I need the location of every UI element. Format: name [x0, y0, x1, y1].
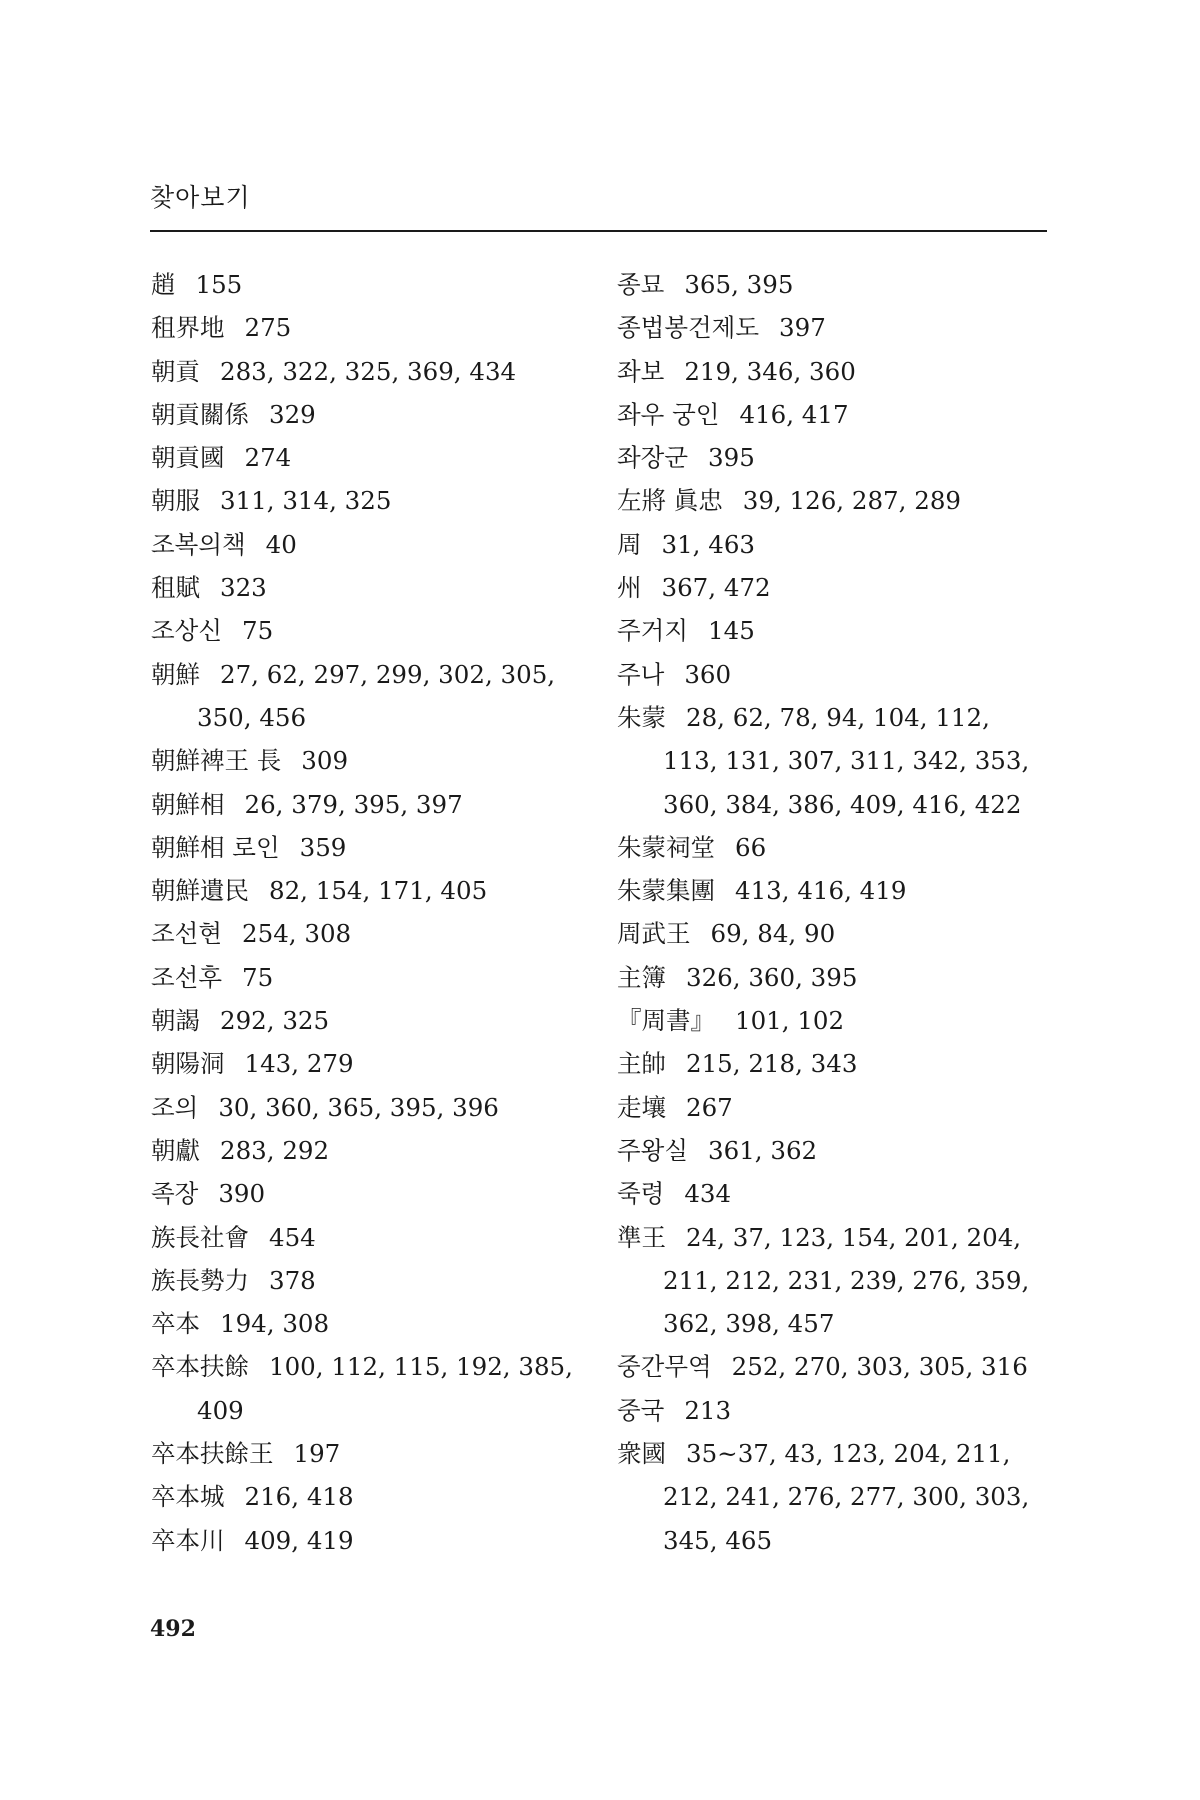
index-page-refs: 82, 154, 171, 405: [269, 876, 488, 906]
index-entry: [151, 1475, 591, 1518]
index-page-refs: 216, 418: [244, 1482, 354, 1512]
index-page-refs: 397: [779, 313, 826, 343]
index-term: 朱蒙: [617, 702, 666, 732]
index-entry: [151, 1519, 591, 1562]
index-page-refs: 409, 419: [244, 1525, 354, 1555]
index-entry: [151, 1302, 591, 1345]
index-entry: [151, 393, 591, 436]
index-page-refs: 329: [269, 399, 316, 429]
index-term: 主簿: [617, 962, 666, 992]
index-term: 朱蒙集團: [617, 876, 715, 906]
index-entry-continuation: [617, 1475, 1057, 1518]
index-entry: [151, 783, 591, 826]
index-entry: [151, 826, 591, 869]
index-term: 朝貢關係: [151, 399, 249, 429]
index-page-refs: 143, 279: [244, 1049, 354, 1079]
index-entry-continuation: [617, 1259, 1057, 1302]
index-page-refs: 413, 416, 419: [735, 876, 907, 906]
index-entry-continuation: [617, 739, 1057, 782]
index-term: 朝貢: [151, 356, 200, 386]
index-page-refs: 378: [269, 1265, 316, 1295]
index-page-refs: 31, 463: [661, 529, 756, 559]
index-term: 朝鮮遺民: [151, 876, 249, 906]
index-entry: [617, 696, 1057, 739]
index-page-refs: 274: [244, 443, 292, 473]
index-page-refs: 361, 362: [708, 1135, 818, 1165]
index-entry: [617, 350, 1057, 393]
index-page-refs: 155: [195, 270, 243, 299]
index-term: 조선현: [151, 919, 223, 949]
index-entry: [151, 999, 591, 1042]
index-page-refs: 219, 346, 360: [684, 356, 856, 386]
index-page-refs: 40: [265, 529, 297, 559]
index-entry: [617, 306, 1057, 349]
index-page-refs: 323: [220, 573, 267, 603]
index-entry-continuation: [617, 783, 1057, 826]
index-page-refs: 267: [686, 1092, 733, 1122]
index-term: 朝獻: [151, 1135, 200, 1165]
index-entry: [151, 1086, 591, 1129]
index-column-left: [151, 263, 591, 1562]
index-entry: [151, 1259, 591, 1302]
index-term: 卒本川: [151, 1525, 225, 1555]
index-term: 좌보: [617, 356, 665, 386]
index-entry: [617, 1216, 1057, 1259]
index-term: 準王: [617, 1222, 666, 1252]
index-page-refs: 101, 102: [735, 1006, 845, 1036]
index-page-refs: 409: [197, 1395, 244, 1425]
index-entry: [617, 523, 1057, 566]
index-entry: [151, 263, 591, 306]
index-page-refs: 252, 270, 303, 305, 316: [731, 1352, 1028, 1382]
index-entry: [617, 436, 1057, 479]
index-term: 朱蒙祠堂: [617, 832, 715, 862]
index-page-refs: 360, 384, 386, 409, 416, 422: [663, 789, 1022, 819]
index-term: 走壤: [617, 1092, 666, 1122]
index-page-refs: 416, 417: [739, 399, 849, 429]
index-term: 租賦: [151, 573, 200, 603]
index-entry: [151, 912, 591, 955]
index-term: 周: [617, 529, 642, 559]
index-term: 조복의책: [151, 529, 246, 559]
index-entry: [151, 653, 591, 696]
index-entry-continuation: [151, 1389, 591, 1432]
index-page-refs: 311, 314, 325: [220, 486, 392, 516]
index-term: 중간무역: [617, 1352, 712, 1382]
index-entry: [151, 1172, 591, 1215]
index-entry: [617, 1129, 1057, 1172]
index-page-refs: 194, 308: [220, 1309, 330, 1339]
index-entry: [617, 1432, 1057, 1475]
index-page-refs: 454: [269, 1222, 316, 1252]
index-page-refs: 215, 218, 343: [686, 1049, 858, 1079]
index-term: 左將 眞忠: [617, 486, 723, 516]
index-page-refs: 434: [684, 1179, 732, 1209]
index-term: 朝謁: [151, 1006, 200, 1036]
index-term: 周武王: [617, 919, 691, 949]
index-entry: [151, 523, 591, 566]
index-term: 租界地: [151, 313, 225, 343]
index-entry: [617, 1042, 1057, 1085]
index-page-refs: 345, 465: [663, 1525, 773, 1555]
index-page-refs: 390: [218, 1179, 266, 1209]
index-term: 좌우 궁인: [617, 399, 720, 429]
index-page-refs: 211, 212, 231, 239, 276, 359,: [663, 1265, 1030, 1295]
index-entry-continuation: [617, 1302, 1057, 1345]
index-entry: [617, 826, 1057, 869]
index-page-refs: 362, 398, 457: [663, 1309, 835, 1339]
index-page-refs: 27, 62, 297, 299, 302, 305,: [220, 659, 556, 689]
index-term: 衆國: [617, 1439, 666, 1469]
index-term: 卒本: [151, 1309, 200, 1339]
index-term: 주나: [617, 659, 665, 689]
index-term: 朝貢國: [151, 443, 225, 473]
index-page-refs: 275: [244, 313, 292, 343]
index-page-refs: 75: [242, 962, 274, 992]
index-term: 族長勢力: [151, 1265, 249, 1295]
index-entry: [151, 1432, 591, 1475]
index-page-refs: 365, 395: [684, 270, 794, 299]
index-entry: [151, 479, 591, 522]
index-term: 종법봉건제도: [617, 313, 760, 343]
index-page-refs: 360: [684, 659, 732, 689]
index-entry: [617, 956, 1057, 999]
index-page-refs: 212, 241, 276, 277, 300, 303,: [663, 1482, 1030, 1512]
index-page-refs: 39, 126, 287, 289: [742, 486, 961, 516]
index-term: 卒本扶餘王: [151, 1439, 274, 1469]
index-entry: [617, 912, 1057, 955]
index-term: 州: [617, 573, 642, 603]
header-divider: [150, 230, 1047, 232]
index-page-refs: 197: [293, 1439, 341, 1469]
index-entry: [151, 1129, 591, 1172]
index-page-refs: 28, 62, 78, 94, 104, 112,: [686, 702, 990, 732]
index-entry: [151, 869, 591, 912]
index-column-right: [617, 263, 1057, 1562]
index-entry: [151, 739, 591, 782]
index-entry: [151, 350, 591, 393]
index-term: 조선후: [151, 962, 223, 992]
index-term: 趙: [151, 270, 176, 299]
index-page-refs: 100, 112, 115, 192, 385,: [269, 1352, 573, 1382]
index-term: 좌장군: [617, 443, 689, 473]
index-term: 主帥: [617, 1049, 666, 1079]
index-page-refs: 309: [301, 746, 349, 776]
page-header-title: 찾아보기: [150, 183, 251, 212]
index-entry: [617, 479, 1057, 522]
index-entry: [617, 393, 1057, 436]
index-entry: [151, 566, 591, 609]
index-term: 卒本扶餘: [151, 1352, 249, 1382]
index-entry: [617, 609, 1057, 652]
index-term: 卒本城: [151, 1482, 225, 1512]
index-entry: [151, 306, 591, 349]
index-page-refs: 395: [708, 443, 755, 473]
index-term: 朝鮮: [151, 659, 200, 689]
index-entry: [617, 1172, 1057, 1215]
index-page-refs: 26, 379, 395, 397: [244, 789, 463, 819]
index-entry: [617, 999, 1057, 1042]
index-page-refs: 113, 131, 307, 311, 342, 353,: [663, 746, 1030, 776]
index-page-refs: 69, 84, 90: [710, 919, 836, 949]
index-entry: [151, 956, 591, 999]
index-term: 朝鮮裨王 長: [151, 746, 282, 776]
index-entry: [151, 609, 591, 652]
index-page-refs: 292, 325: [220, 1006, 330, 1036]
index-page-refs: 24, 37, 123, 154, 201, 204,: [686, 1222, 1022, 1252]
index-entry: [617, 263, 1057, 306]
index-entry: [617, 1389, 1057, 1432]
index-term: 朝陽洞: [151, 1049, 225, 1079]
index-page-refs: 283, 322, 325, 369, 434: [220, 356, 517, 386]
index-entry: [617, 1086, 1057, 1129]
index-page-refs: 213: [684, 1395, 732, 1425]
index-entry: [617, 653, 1057, 696]
index-term: 족장: [151, 1179, 199, 1209]
index-page-refs: 326, 360, 395: [686, 962, 858, 992]
index-term: 조의: [151, 1092, 199, 1122]
index-page-refs: 350, 456: [197, 702, 307, 732]
index-page-refs: 30, 360, 365, 395, 396: [218, 1092, 499, 1122]
index-page-refs: 75: [242, 616, 274, 646]
index-term: 朝鮮相: [151, 789, 225, 819]
index-entry: [617, 1345, 1057, 1388]
index-term: 주왕실: [617, 1135, 689, 1165]
index-page-refs: 254, 308: [242, 919, 352, 949]
index-term: 주거지: [617, 616, 689, 646]
index-entry: [617, 869, 1057, 912]
index-page-refs: 35~37, 43, 123, 204, 211,: [686, 1439, 1011, 1469]
index-entry: [151, 1042, 591, 1085]
index-term: 『周書』: [617, 1006, 715, 1036]
index-entry: [151, 436, 591, 479]
index-page-refs: 145: [708, 616, 755, 646]
index-entry-continuation: [617, 1519, 1057, 1562]
index-term: 朝服: [151, 486, 200, 516]
index-entry: [151, 1345, 591, 1388]
index-entry: [617, 566, 1057, 609]
index-term: 중국: [617, 1395, 665, 1425]
index-term: 종묘: [617, 270, 665, 299]
index-term: 族長社會: [151, 1222, 249, 1252]
index-page-refs: 359: [299, 832, 347, 862]
index-page-refs: 66: [735, 832, 767, 862]
page-number: 492: [150, 1616, 196, 1642]
index-entry-continuation: [151, 696, 591, 739]
index-term: 朝鮮相 로인: [151, 832, 280, 862]
index-term: 죽령: [617, 1179, 665, 1209]
index-page-refs: 283, 292: [220, 1135, 330, 1165]
index-entry: [151, 1216, 591, 1259]
index-page-refs: 367, 472: [661, 573, 771, 603]
index-term: 조상신: [151, 616, 223, 646]
